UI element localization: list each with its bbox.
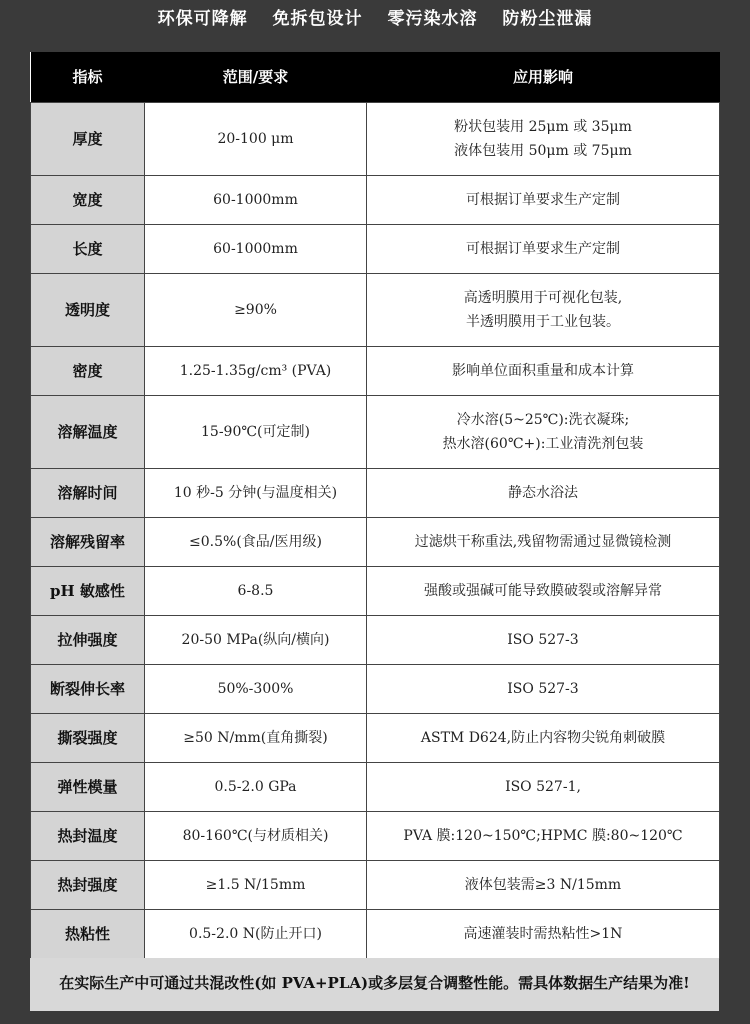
impact-line: 影响单位面积重量和成本计算 [452,362,634,379]
impact-line: ISO 527-1, [505,778,581,795]
row-range: 15-90℃(可定制) [145,395,367,468]
table-body [31,102,720,958]
row-impact [367,713,720,762]
header-indicator: 指标 [72,68,103,87]
impact-line: 强酸或强碱可能导致膜破裂或溶解异常 [424,582,662,599]
table-row [31,860,720,909]
row-indicator: 溶解残留率 [31,517,145,566]
row-impact [367,566,720,615]
row-indicator: 溶解时间 [31,468,145,517]
impact-line: 半透明膜用于工业包装。 [466,313,620,330]
row-impact [367,102,720,175]
row-indicator: 厚度 [31,102,145,175]
row-range: 0.5-2.0 GPa [145,762,367,811]
row-range: 50%-300% [145,664,367,713]
row-range: ≤0.5%(食品/医用级) [145,517,367,566]
row-impact [367,346,720,395]
impact-line: 粉状包装用 25μm 或 35μm [454,118,632,135]
table-row [31,346,720,395]
row-indicator: 拉伸强度 [31,615,145,664]
feature-slogan [0,0,750,42]
row-indicator: 撕裂强度 [31,713,145,762]
row-impact [367,615,720,664]
spec-panel [30,52,719,1011]
row-indicator: 宽度 [31,175,145,224]
row-indicator: 长度 [31,224,145,273]
feature-1: 环保可降解 [157,9,248,29]
row-range: 6-8.5 [145,566,367,615]
row-indicator: 热封温度 [31,811,145,860]
row-indicator: 热粘性 [31,909,145,958]
footer-note: 在实际生产中可通过共混改性(如 PVA+PLA)或多层复合调整性能。需具体数据生产结果为准! [30,958,719,1011]
table-row [31,175,720,224]
row-indicator: 溶解温度 [31,395,145,468]
row-impact [367,811,720,860]
row-range: 1.25-1.35g/cm³ (PVA) [145,346,367,395]
spec-table [30,52,720,959]
row-indicator: 密度 [31,346,145,395]
table-row [31,664,720,713]
impact-line: 液体包装用 50μm 或 75μm [454,142,632,159]
table-row [31,566,720,615]
table-header-row [31,52,720,102]
impact-line: ISO 527-3 [507,631,579,648]
row-range: ≥50 N/mm(直角撕裂) [145,713,367,762]
feature-2: 免拆包设计 [272,9,363,29]
impact-line: ASTM D624,防止内容物尖锐角刺破膜 [420,729,666,746]
impact-line: PVA 膜:120~150℃;HPMC 膜:80~120℃ [403,827,683,844]
row-range: 0.5-2.0 N(防止开口) [145,909,367,958]
row-indicator: pH 敏感性 [31,566,145,615]
table-row [31,762,720,811]
row-range: 20-50 MPa(纵向/横向) [145,615,367,664]
header-range: 范围/要求 [222,68,289,87]
feature-4: 防粉尘泄漏 [502,9,593,29]
table-row [31,713,720,762]
table-row [31,395,720,468]
table-row [31,224,720,273]
impact-line: 高透明膜用于可视化包装, [463,289,623,306]
row-range: 60-1000mm [145,224,367,273]
impact-line: 静态水浴法 [508,484,578,501]
table-row [31,909,720,958]
row-indicator: 透明度 [31,273,145,346]
table-row [31,273,720,346]
row-range: 60-1000mm [145,175,367,224]
row-range: 10 秒-5 分钟(与温度相关) [145,468,367,517]
row-impact [367,224,720,273]
row-impact [367,395,720,468]
row-indicator: 弹性模量 [31,762,145,811]
impact-line: ISO 527-3 [507,680,579,697]
table-row [31,615,720,664]
impact-line: 可根据订单要求生产定制 [466,240,620,257]
table-row [31,517,720,566]
impact-line: 液体包装需≥3 N/15mm [464,876,622,893]
row-impact [367,909,720,958]
impact-line: 过滤烘干称重法,残留物需通过显微镜检测 [414,533,672,550]
row-range: 20-100 μm [145,102,367,175]
header-impact: 应用影响 [512,68,573,87]
feature-3: 零污染水溶 [387,9,478,29]
table-row [31,811,720,860]
row-impact [367,175,720,224]
row-impact [367,860,720,909]
row-impact [367,273,720,346]
impact-line: 热水溶(60℃+):工业清洗剂包装 [442,435,644,452]
row-range: 80-160℃(与材质相关) [145,811,367,860]
impact-line: 可根据订单要求生产定制 [466,191,620,208]
row-indicator: 断裂伸长率 [31,664,145,713]
row-impact [367,468,720,517]
row-range: ≥90% [145,273,367,346]
row-impact [367,664,720,713]
row-impact [367,517,720,566]
row-range: ≥1.5 N/15mm [145,860,367,909]
impact-line: 高速灌装时需热粘性>1N [463,925,623,942]
row-indicator: 热封强度 [31,860,145,909]
table-row [31,468,720,517]
impact-line: 冷水溶(5~25℃):洗衣凝珠; [456,411,630,428]
table-row [31,102,720,175]
row-impact [367,762,720,811]
